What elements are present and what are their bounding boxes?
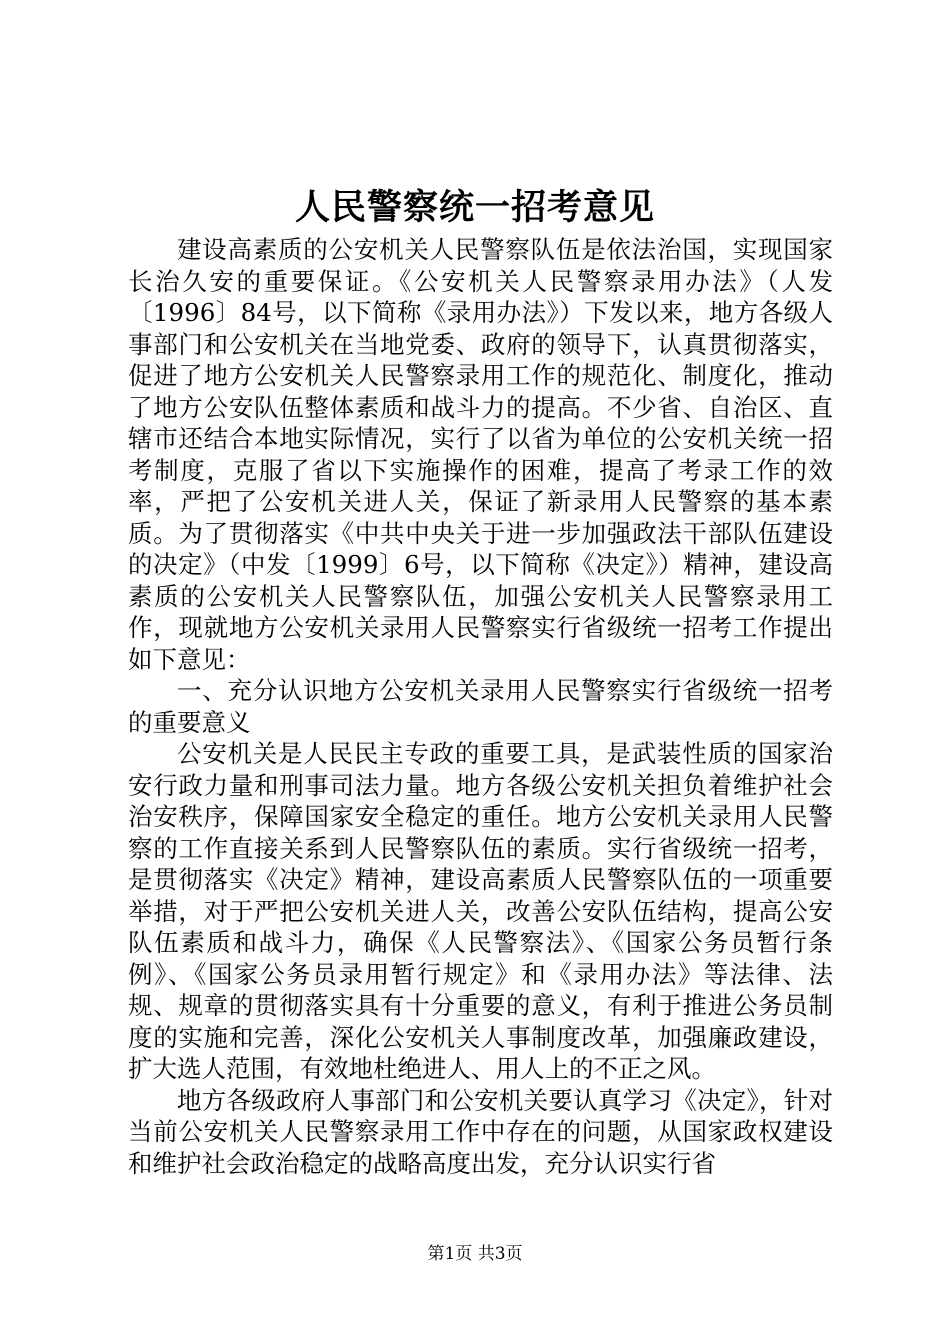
page-footer: 第1页 共3页 <box>427 1244 523 1264</box>
section-heading-1: 一、充分认识地方公安机关录用人民警察实行省级统一招考的重要意义 <box>128 676 833 737</box>
paragraph-intro: 建设高素质的公安机关人民警察队伍是依法治国，实现国家长治久安的重要保证。《公安机关人民警察录用办法》（人发〔1996〕84号，以下简称《录用办法》）下发以来，地方各级人事部门和公安机关在当地党委、政府的领导下，认真贯彻落实，促进了地方公安机关人民警察录用工作的规范化、制度化，推动了地方公安队伍整体素质和战斗力的提高。不少省、自治区、直辖市还结合本地实际情况，实行了以省为单位的公安机关统一招考制度，克服了省以下实施操作的困难，提高了考录工作的效率，严把了公安机关进人关，保证了新录用人民警察的基本素质。为了贯彻落实《中共中央关于进一步加强政法干部队伍建设的决定》（中发〔1999〕6号，以下简称《决定》）精神，建设高素质的公安机关人民警察队伍，加强公安机关人民警察录用工作，现就地方公安机关录用人民警察实行省级统一招考工作提出如下意见： <box>128 235 833 674</box>
paragraph-section-1: 公安机关是人民民主专政的重要工具，是武装性质的国家治安行政力量和刑事司法力量。地方各级公安机关担负着维护社会治安秩序，保障国家安全稳定的重任。地方公安机关录用人民警察的工作直接关系到人民警察队伍的素质。实行省级统一招考，是贯彻落实《决定》精神，建设高素质人民警察队伍的一项重要举措，对于严把公安机关进人关，改善公安队伍结构，提高公安队伍素质和战斗力，确保《人民警察法》、《国家公务员暂行条例》、《国家公务员录用暂行规定》和《录用办法》等法律、法规、规章的贯彻落实具有十分重要的意义，有利于推进公务员制度的实施和完善，深化公安机关人事制度改革，加强廉政建设，扩大选人范围，有效地杜绝进人、用人上的不正之风。 <box>128 739 833 1083</box>
paragraph-section-1-continued: 地方各级政府人事部门和公安机关要认真学习《决定》，针对当前公安机关人民警察录用工作中存在的问题，从国家政权建设和维护社会政治稳定的战略高度出发，充分认识实行省 <box>128 1085 833 1178</box>
document-title: 人民警察统一招考意见 <box>294 187 655 228</box>
document-body <box>128 234 833 1179</box>
